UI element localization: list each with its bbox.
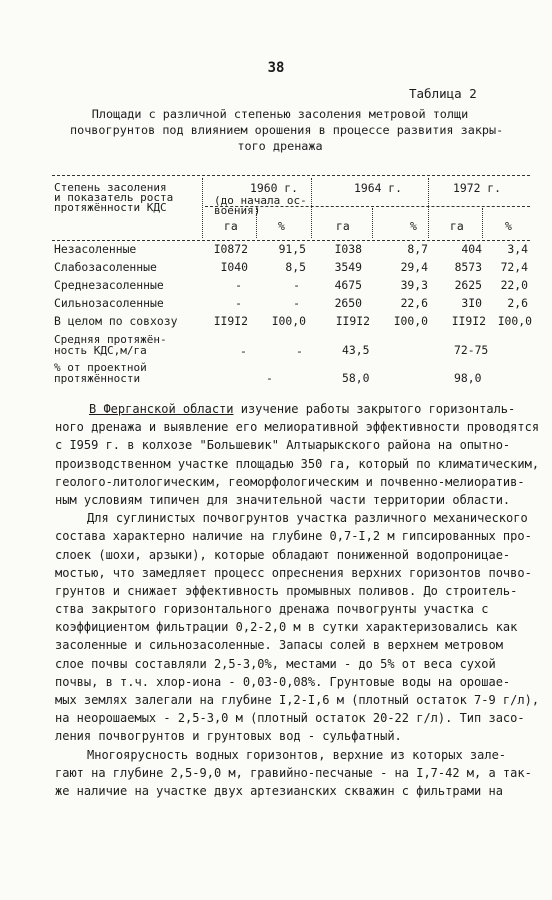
caption-line: почвогрунтов под влиянием орошения в процессе развития закры- [70,123,504,137]
cell-value: - [293,278,300,292]
text-line: же наличие на участке двух артезианских скважин с фильтрами на [55,783,503,798]
row-label-line: протяжённости [54,372,141,385]
col-divider [428,178,429,238]
row-label [54,334,167,356]
row-label: Сильнозасоленные [54,296,164,310]
cell-value: - [240,344,247,358]
header-ha: га [336,219,350,233]
header-1960-note [214,196,307,216]
cell-value: 72,4 [500,260,528,274]
header-ha: га [224,219,238,233]
cell-value: 98,0 [454,371,482,385]
header-pct: % [278,219,285,233]
text-line [55,400,515,418]
cell-value: 3I0 [461,296,482,310]
header-text: воения) [214,204,261,217]
header-text: и показатель роста [54,191,174,204]
cell-value: 2,6 [507,296,528,310]
region-heading: В Ферганской области [89,402,234,416]
cell-value: II9I2 [335,314,370,328]
col-divider [372,208,373,238]
header-col0 [54,183,173,213]
cell-value: 22,6 [400,296,428,310]
cell-value: I038 [334,242,362,256]
row-label: Среднезасоленные [54,278,164,292]
text-line: слоек (шохи, арзыки), которые обладают пониженной водопроницае- [55,547,511,562]
cell-value: II9I2 [451,314,486,328]
cell-value: II9I2 [213,314,248,328]
table-top-rule [52,175,530,176]
table-label: Таблица 2 [409,86,477,101]
table-caption [70,106,504,154]
cell-value: - [235,296,242,310]
cell-value: 58,0 [342,371,370,385]
cell-value: 72-75 [454,343,489,357]
cell-value: 22,0 [500,278,528,292]
text-line: грунтов и снижает эффективность промывных поливов. До строитель- [55,583,518,598]
cell-value: 29,4 [400,260,428,274]
text-line: на неорошаемых - 2,5-3,0 м (плотный остаток 20-22 г/л). Тип засо- [55,711,525,726]
text-line: производственном участке площадью 350 га, который по климатическим, [55,456,540,471]
row-label-line: Средняя протяжён- [54,333,167,346]
text-line: с I959 г. в колхозе "Большевик" Алтыарыкского района на опытно- [55,438,511,453]
text-line: засоленные и сильнозасоленные. Запасы солей в верхнем метровом [55,638,503,653]
cell-value: - [296,344,303,358]
cell-value: I040 [220,260,248,274]
text-line: мостью, что замедляет процесс опреснения верхних горизонтов почво- [55,565,532,580]
header-ha: га [450,219,464,233]
cell-value: I00,0 [497,314,532,328]
header-1964: 1964 г. [354,181,403,195]
cell-value: I00,0 [271,314,306,328]
cell-value: 91,5 [278,242,306,256]
cell-value: 2625 [454,278,482,292]
table-header-rule [52,240,530,241]
cell-value: 8573 [454,260,482,274]
cell-value: 2650 [334,296,362,310]
cell-value: 4675 [334,278,362,292]
header-text: (до начала ос- [214,194,307,207]
text-line: почвы, в т.ч. хлор-иона - 0,03-0,08%. Грунтовые воды на орошае- [55,674,511,689]
text-line: мых землях залегали на глубине I,2-I,6 м (плотный остаток 7-9 г/л), [55,693,540,707]
text-span: изучение работы закрытого горизонталь- [233,402,516,416]
cell-value: I00,0 [393,314,428,328]
text-line: геолого-литологическим, геоморфологическим и почвенно-мелиоратив- [55,474,525,489]
text-line: гают на глубине 2,5-9,0 м, гравийно-песчаные - на I,7-42 м, а так- [55,765,532,780]
cell-value: - [235,278,242,292]
body-text [55,400,540,800]
row-label [54,362,147,384]
cell-value: - [293,296,300,310]
header-1960: 1960 г. [250,181,299,195]
caption-line: Площади с различной степенью засоления метровой толщи [91,107,469,121]
col-divider [482,208,483,238]
text-line: коэффициентом фильтрации 0,2-2,0 м в сутки характеризовались как [55,620,518,635]
cell-value: I0872 [213,242,248,256]
cell-value: 8,7 [407,242,428,256]
cell-value: - [266,371,273,385]
cell-value: 404 [461,242,482,256]
text-line: состава характерно наличие на глубине 0,7-I,2 м гипсированных про- [55,529,532,544]
text-line: Для суглинистых почвогрунтов участка различного механического [87,511,528,526]
row-label-line: % от проектной [54,361,147,374]
text-line: ным условиям типичен для значительной части территории области. [55,492,511,507]
row-label: В целом по совхозу [54,314,178,328]
header-pct: % [410,219,417,233]
text-line: ства закрытого горизонтального дренажа почвогрунты участка с [55,602,489,617]
header-text: Степень засоления [54,181,167,194]
caption-line: того дренажа [237,139,323,153]
page-number: 38 [267,60,285,76]
header-pct: % [505,219,512,233]
text-line: ления почвогрунтов и грунтовых вод - сульфатный. [55,729,402,744]
header-text: протяжённости КДС [54,201,167,214]
cell-value: 3,4 [507,242,528,256]
cell-value: 39,3 [400,278,428,292]
cell-value: 3549 [334,260,362,274]
header-1972: 1972 г. [453,181,502,195]
row-label: Незасоленные [54,242,137,256]
col-divider [202,178,203,238]
col-divider [311,178,312,238]
cell-value: 8,5 [285,260,306,274]
row-label-line: ность КДС,м/га [54,344,147,357]
text-line: Многоярусность водных горизонтов, верхние из которых зале- [87,747,507,762]
text-line: слое почвы составляли 2,5-3,0%, местами - до 5% от веса сухой [55,656,496,671]
cell-value: 43,5 [342,343,370,357]
text-line: ного дренажа и выявление его мелиоративной эффективности проводятся [55,420,540,435]
row-label: Слабозасоленные [54,260,157,274]
